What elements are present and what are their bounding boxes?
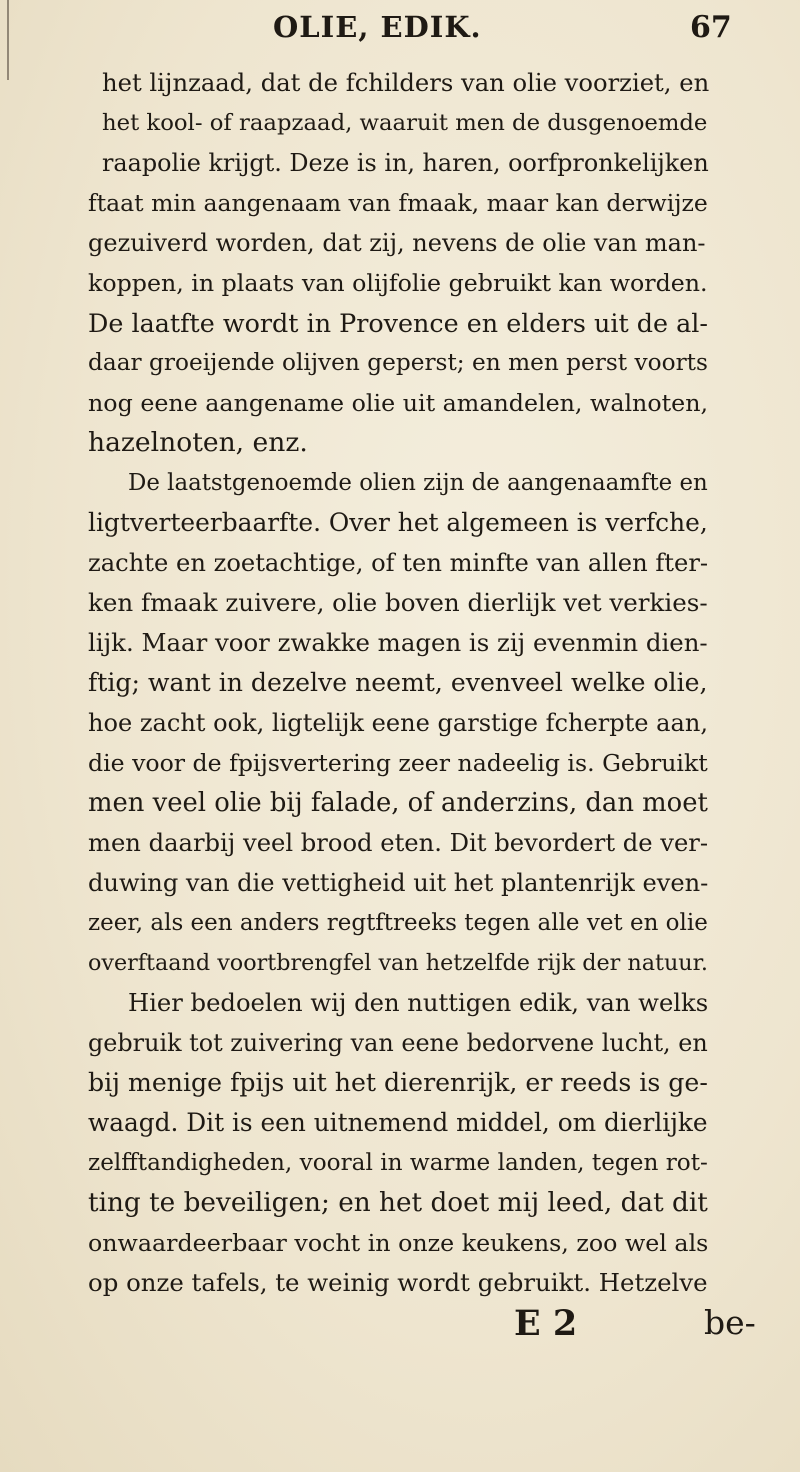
running-head-title: OLIE, EDIK. — [273, 10, 482, 44]
page-number: 67 — [690, 10, 732, 45]
text-line: ligtverteerbaarfte. Over het algemeen is verfche, — [88, 508, 708, 537]
text-line: zelfftandigheden, vooral in warme landen, tegen rot- — [88, 1150, 708, 1176]
text-line: onwaardeerbaar vocht in onze keukens, zoo wel als — [88, 1229, 708, 1257]
text-line: gezuiverd worden, dat zij, nevens de olie van man- — [88, 229, 706, 257]
signature-mark: E 2 — [514, 1303, 578, 1344]
text-line: ting te beveiligen; en het doet mij leed, dat dit — [88, 1188, 708, 1218]
text-line: het kool- of raapzaad, waaruit men de dusgenoemde — [102, 110, 708, 136]
text-line: gebruik tot zuivering van eene bedorvene lucht, en — [88, 1029, 708, 1057]
text-line: hazelnoten, enz. — [88, 427, 308, 458]
running-head — [0, 10, 800, 54]
text-line: overftaand voortbrengfel van hetzelfde rijk der natuur. — [88, 950, 708, 976]
text-line: waagd. Dit is een uitnemend middel, om dierlijke — [88, 1108, 708, 1137]
text-line: men veel olie bij falade, of anderzins, dan moet — [88, 788, 708, 818]
text-line: zeer, als een anders regtftreeks tegen alle vet en olie — [88, 910, 708, 936]
text-line: raapolie krijgt. Deze is in, haren, oorfpronkelijken — [102, 149, 709, 177]
text-line: De laatfte wordt in Provence en elders uit de al- — [88, 308, 708, 338]
text-line: hoe zacht ook, ligtelijk eene garstige fcherpte aan, — [88, 709, 708, 737]
text-line: Hier bedoelen wij den nuttigen edik, van welks — [128, 988, 708, 1017]
text-line: die voor de fpijsvertering zeer nadeelig is. Gebruikt — [88, 749, 708, 777]
text-line: daar groeijende olijven geperst; en men perst voorts — [88, 349, 708, 376]
text-line: koppen, in plaats van olijfolie gebruikt kan worden. — [88, 269, 708, 297]
catchword: be- — [704, 1303, 756, 1342]
text-line: duwing van die vettigheid uit het plantenrijk even- — [88, 869, 708, 897]
text-line: lijk. Maar voor zwakke magen is zij evenmin dien- — [88, 628, 708, 657]
text-line: op onze tafels, te weinig wordt gebruikt. Hetzelve — [88, 1268, 708, 1297]
text-line: ken fmaak zuivere, olie boven dierlijk vet verkies- — [88, 588, 708, 617]
text-line: men daarbij veel brood eten. Dit bevordert de ver- — [88, 829, 708, 857]
text-line: ftaat min aangenaam van fmaak, maar kan derwijze — [88, 189, 708, 217]
text-line: zachte en zoetachtige, of ten minfte van allen fter- — [88, 549, 708, 577]
text-line: het lijnzaad, dat de fchilders van olie voorziet, en — [102, 68, 709, 97]
text-line: nog eene aangename olie uit amandelen, walnoten, — [88, 389, 708, 417]
text-line: ftig; want in dezelve neemt, evenveel welke olie, — [88, 668, 708, 697]
text-line: De laatstgenoemde olien zijn de aangenaamfte en — [128, 470, 708, 496]
text-line: bij menige fpijs uit het dierenrijk, er reeds is ge- — [88, 1068, 708, 1097]
